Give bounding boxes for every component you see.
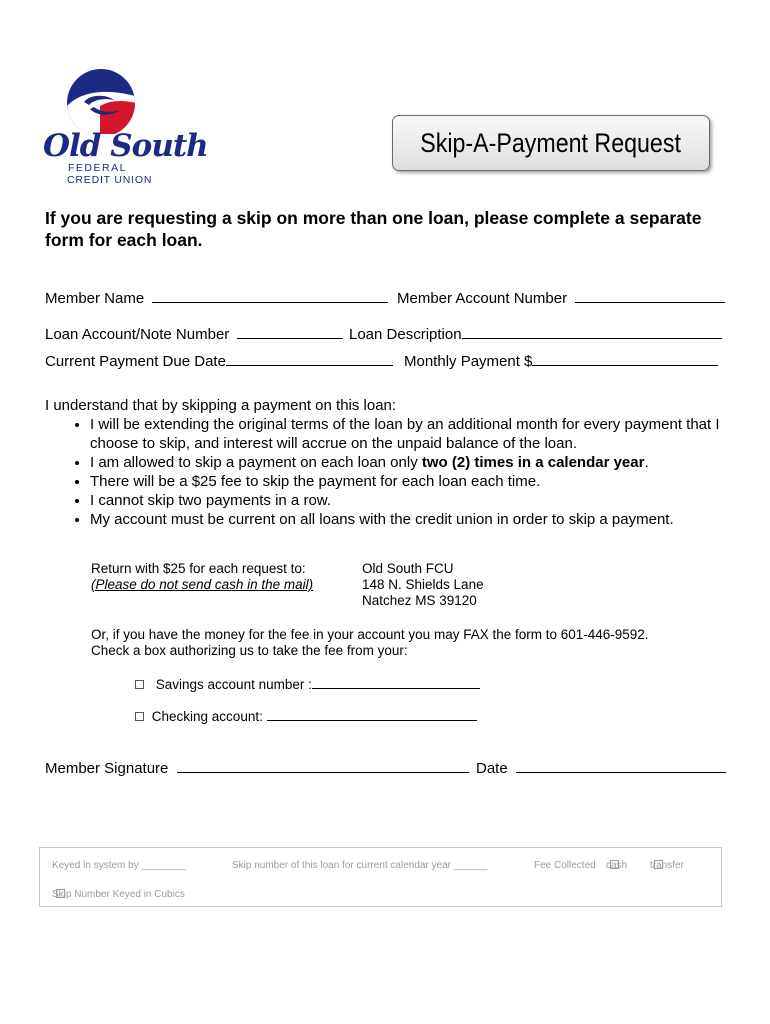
member-account-field[interactable] [575, 288, 725, 303]
due-date-label: Current Payment Due Date [45, 353, 226, 370]
understanding-lead: I understand that by skipping a payment on this loan: [45, 397, 397, 414]
loan-account-row [45, 324, 343, 344]
mailing-address [362, 561, 484, 609]
logo-wordmark: Old South [43, 128, 208, 164]
transfer-label: transfer [650, 860, 684, 871]
form-title: Skip-A-Payment Request [420, 127, 682, 158]
savings-account-field[interactable] [312, 676, 480, 689]
signature-row [45, 758, 469, 778]
monthly-payment-label: Monthly Payment $ [404, 353, 533, 370]
savings-label: Savings account number : [155, 677, 312, 692]
term-no-consecutive: • I cannot skip two payments in a row. [90, 491, 735, 510]
checking-account-field[interactable] [267, 708, 477, 721]
address-line-2: 148 N. Shields Lane [362, 577, 484, 592]
logo-line-credit-union: CREDIT UNION [67, 174, 153, 186]
keyed-in-by: Keyed in system by ________ [52, 860, 186, 871]
logo [43, 130, 208, 186]
logo-emblem [40, 62, 162, 134]
savings-option [131, 676, 480, 693]
term-extend: • I will be extending the original terms of the loan by an additional month for every payment that I choose to skip, and interest will accrue on the unpaid balance of the loan. [90, 415, 735, 453]
loan-description-row [349, 324, 722, 344]
fax-line: Or, if you have the money for the fee in your account you may FAX the form to 601-446-9592. [91, 627, 649, 642]
member-name-row [45, 288, 388, 308]
return-line: Return with $25 for each request to: [91, 561, 306, 576]
cubics-checkbox[interactable] [56, 889, 65, 898]
date-row [476, 758, 726, 778]
loan-account-label: Loan Account/Note Number [45, 326, 230, 343]
fee-collected-label: Fee Collected [534, 860, 596, 871]
cash-label: cash [606, 860, 628, 871]
term-fee: • There will be a $25 fee to skip the payment for each loan each time. [90, 472, 735, 491]
loan-account-field[interactable] [237, 324, 343, 339]
no-cash-note: (Please do not send cash in the mail) [91, 577, 314, 592]
return-instructions [91, 561, 313, 593]
savings-checkbox[interactable] [135, 680, 144, 689]
term-limit-text: I am allowed to skip a payment on each loan only [90, 454, 422, 471]
skip-number-for-year: Skip number of this loan for current calendar year ______ [232, 860, 488, 871]
member-account-label: Member Account Number [397, 290, 568, 307]
date-field[interactable] [516, 758, 726, 773]
checking-option [135, 708, 477, 725]
office-use-box [39, 847, 722, 907]
term-limit [90, 453, 735, 472]
due-date-row [45, 351, 393, 371]
address-line-1: Old South FCU [362, 561, 454, 576]
intro-instruction: If you are requesting a skip on more than one loan, please complete a separate form for each loan. [45, 208, 702, 250]
form-title-box [392, 115, 710, 171]
term-limit-emphasis: two (2) times in a calendar year [421, 454, 645, 471]
loan-description-label: Loan Description [349, 326, 462, 343]
monthly-payment-row [404, 351, 718, 371]
term-limit-end: . [644, 454, 649, 471]
terms-list [45, 415, 735, 529]
member-name-label: Member Name [45, 290, 145, 307]
term-account-current: • My account must be current on all loans with the credit union in order to skip a payment. [90, 510, 735, 529]
checking-label: Checking account: [151, 709, 263, 724]
monthly-payment-field[interactable] [532, 351, 718, 366]
logo-line-federal: FEDERAL [68, 162, 127, 174]
address-line-3: Natchez MS 39120 [362, 593, 477, 608]
member-account-row [397, 288, 725, 308]
due-date-field[interactable] [226, 351, 393, 366]
authorize-line: Check a box authorizing us to take the fee from your: [91, 643, 408, 658]
signature-label: Member Signature [45, 760, 169, 777]
member-name-field[interactable] [152, 288, 388, 303]
loan-description-field[interactable] [462, 324, 722, 339]
fax-instructions [91, 627, 649, 659]
cubics-label: Skip Number Keyed in Cubics [52, 889, 185, 900]
date-label: Date [476, 760, 508, 777]
signature-field[interactable] [177, 758, 469, 773]
checking-checkbox[interactable] [135, 712, 144, 721]
understanding-section [45, 396, 735, 529]
